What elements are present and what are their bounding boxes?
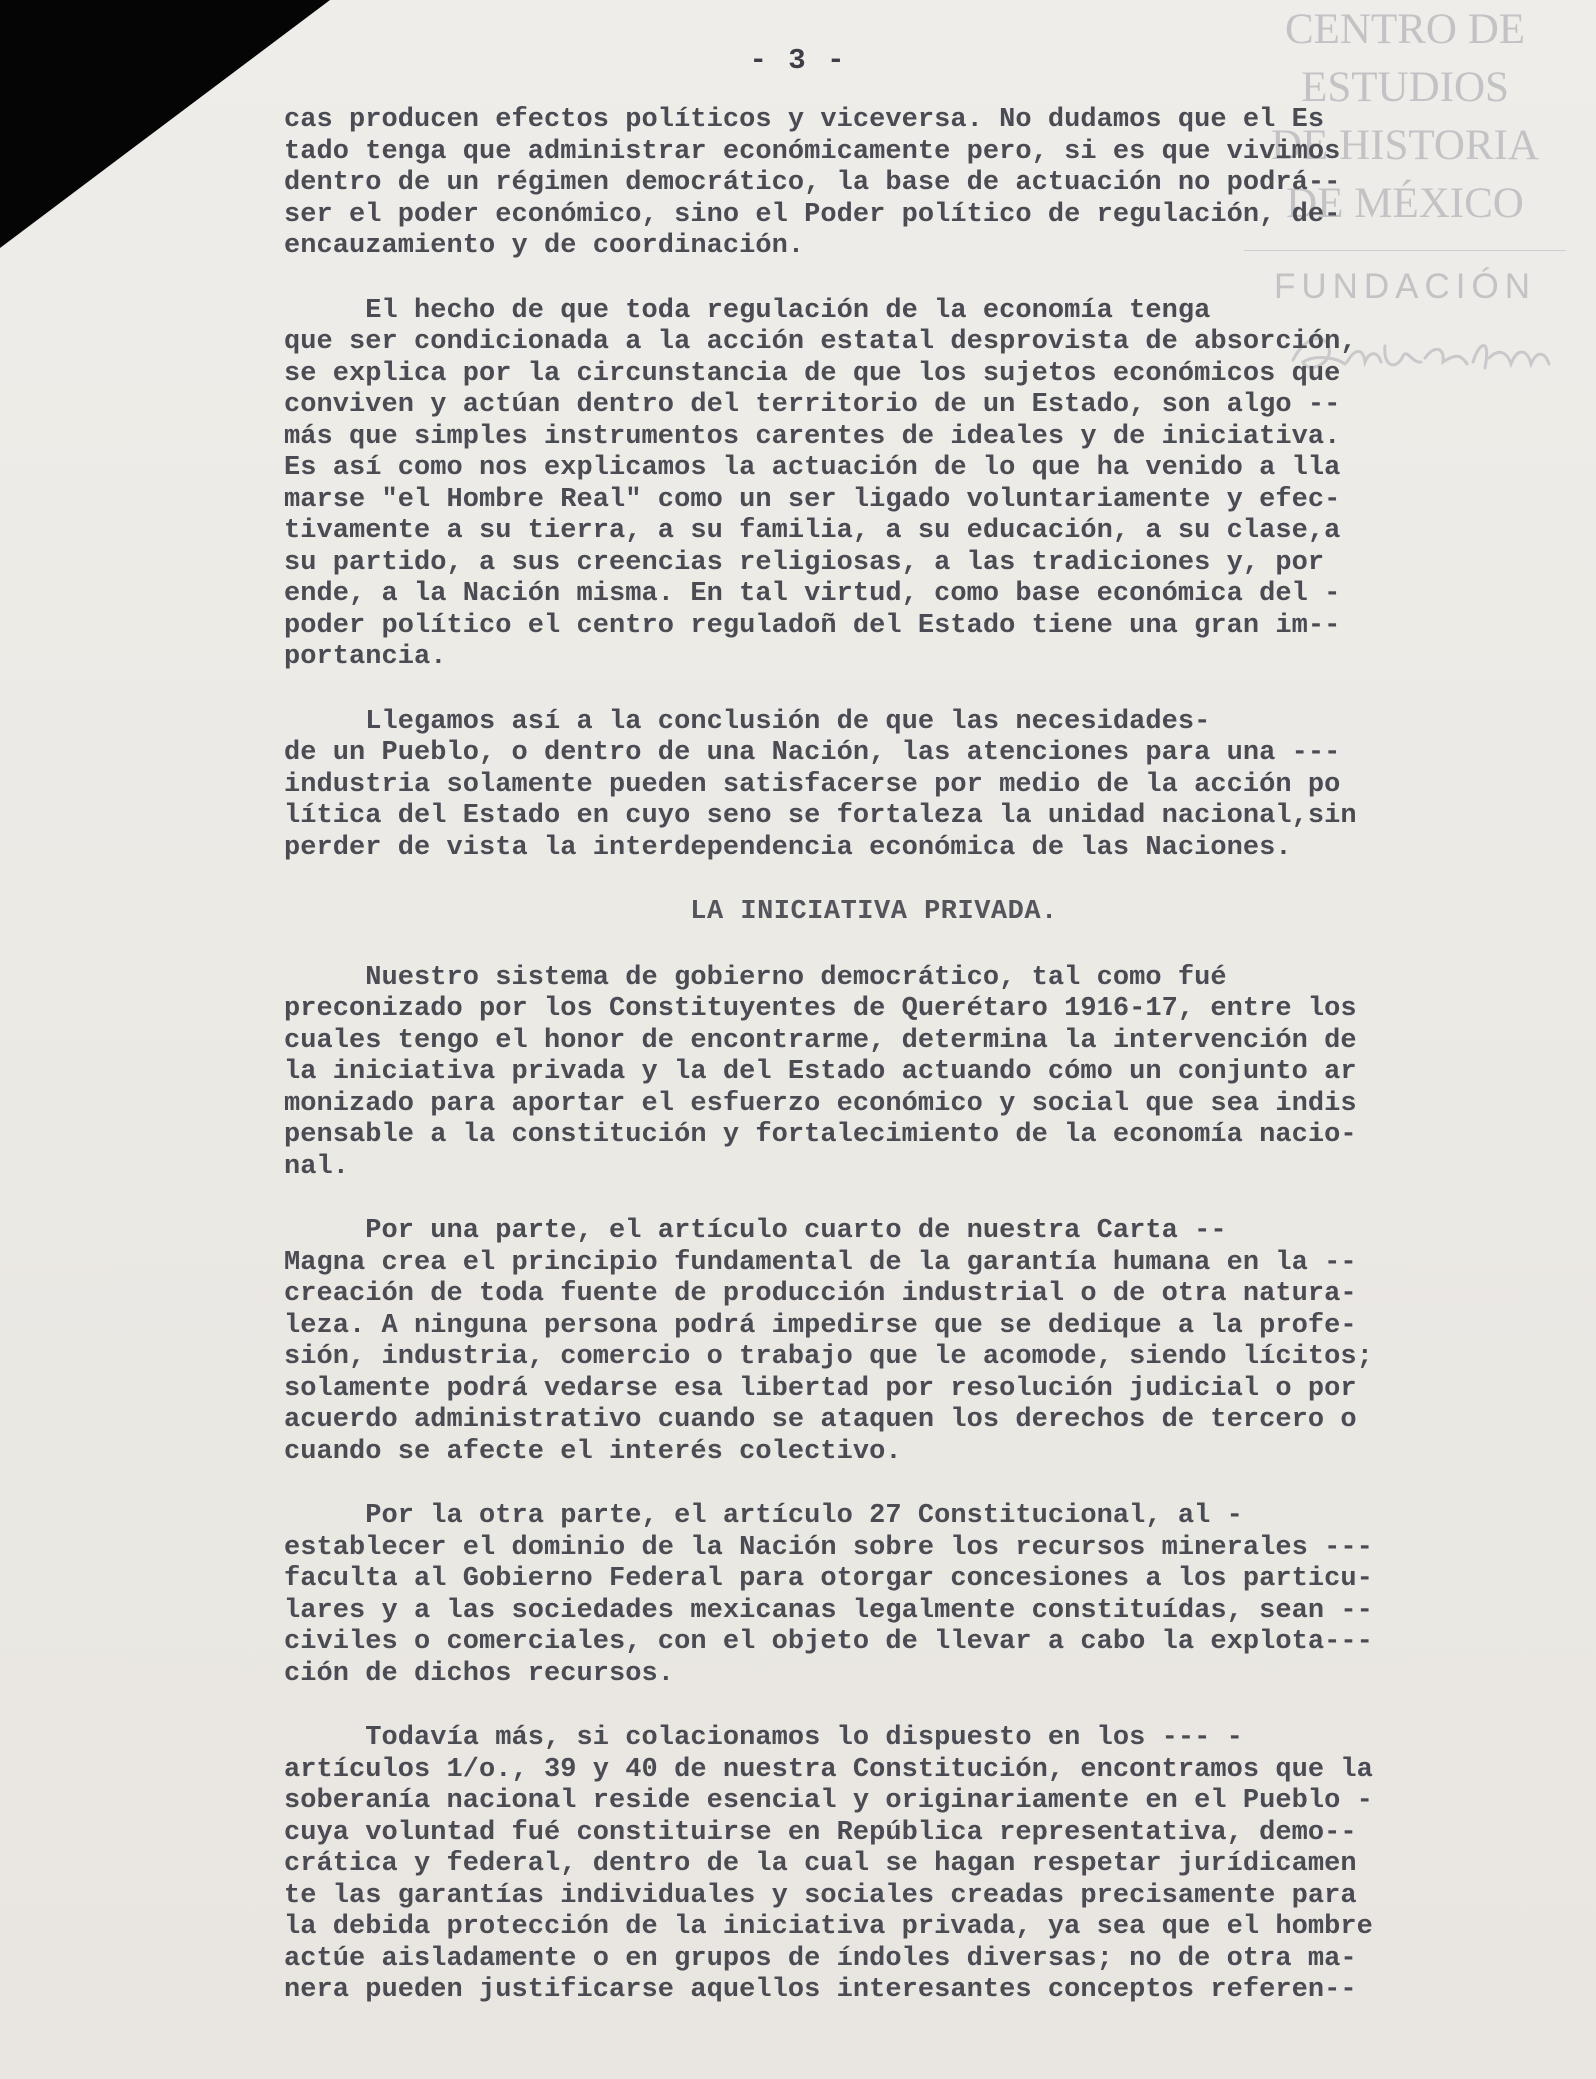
text-line: crática y federal, dentro de la cual se hagan respetar jurídicamen: [284, 1849, 1357, 1879]
text-line: acuerdo administrativo cuando se ataquen los derechos de tercero o: [284, 1405, 1357, 1435]
folded-corner-shadow: [0, 0, 330, 250]
watermark-line-2: ESTUDIOS: [1301, 64, 1509, 111]
text-line: se explica por la circunstancia de que los sujetos económicos que: [284, 358, 1341, 389]
text-line: cuya voluntad fué constituirse en República representativa, demo--: [284, 1817, 1357, 1848]
text-line: encauzamiento y de coordinación.: [284, 231, 805, 261]
text-line: faculta al Gobierno Federal para otorgar concesiones a los particu-: [284, 1564, 1373, 1594]
watermark-line-3: DE HISTORIA: [1271, 122, 1539, 169]
text-line: pensable a la constitución y fortalecimiento de la economía nacio-: [284, 1120, 1357, 1150]
text-line: nera pueden justificarse aquellos interesantes conceptos referen--: [284, 1975, 1357, 2005]
paragraph-6: [284, 1501, 1544, 1690]
text-line: El hecho de que toda regulación de la economía tenga: [284, 295, 1211, 326]
text-line: lares y a las sociedades mexicanas legalmente constituídas, sean --: [284, 1595, 1373, 1626]
text-line: marse "el Hombre Real" como un ser ligado voluntariamente y efec-: [284, 484, 1341, 515]
text-line: perder de vista la interdependencia económica de las Naciones.: [284, 832, 1292, 863]
text-line: artículos 1/o., 39 y 40 de nuestra Constitución, encontramos que la: [284, 1754, 1373, 1785]
text-line: ción de dichos recursos.: [284, 1658, 675, 1689]
paragraph-1: [284, 105, 1544, 263]
text-line: tivamente a su tierra, a su familia, a su educación, a su clase,a: [284, 516, 1341, 546]
text-line: dentro de un régimen democrático, la base de actuación no podrá--: [284, 168, 1341, 198]
text-line: establecer el dominio de la Nación sobre los recursos minerales ---: [284, 1532, 1373, 1563]
text-line: cas producen efectos políticos y viceversa. No dudamos que el Es: [284, 105, 1325, 135]
text-line: su partido, a sus creencias religiosas, a las tradiciones y, por: [284, 547, 1325, 578]
paragraph-5: [284, 1216, 1544, 1468]
text-line: civiles o comerciales, con el objeto de llevar a cabo la explota---: [284, 1627, 1373, 1657]
text-line: monizado para aportar el esfuerzo económico y social que sea indis: [284, 1088, 1357, 1119]
page-number: - 3 -: [749, 44, 847, 77]
text-line: lítica del Estado en cuyo seno se fortaleza la unidad nacional,sin: [284, 801, 1357, 831]
text-line: cuales tengo el honor de encontrarme, determina la intervención de: [284, 1025, 1357, 1056]
watermark-line-4: DE MÉXICO: [1286, 180, 1524, 227]
text-line: te las garantías individuales y sociales creadas precisamente para: [284, 1880, 1357, 1911]
document-body: [284, 105, 1544, 2040]
paragraph-3: [284, 707, 1544, 865]
text-line: la debida protección de la iniciativa privada, ya sea que el hombre: [284, 1912, 1373, 1942]
text-line: de un Pueblo, o dentro de una Nación, las atenciones para una ---: [284, 738, 1341, 768]
text-line: Llegamos así a la conclusión de que las necesidades-: [284, 706, 1211, 737]
text-line: cuando se afecte el interés colectivo.: [284, 1436, 902, 1467]
text-line: tado tenga que administrar económicamente pero, si es que vivimos: [284, 136, 1341, 167]
text-line: conviven y actúan dentro del territorio de un Estado, son algo --: [284, 390, 1341, 420]
text-line: actúe aisladamente o en grupos de índoles diversas; no de otra ma-: [284, 1943, 1357, 1974]
paragraph-2: [284, 296, 1544, 674]
text-line: nal.: [284, 1151, 350, 1182]
text-line: solamente podrá vedarse esa libertad por resolución judicial o por: [284, 1373, 1357, 1404]
text-line: Magna crea el principio fundamental de la garantía humana en la --: [284, 1247, 1357, 1278]
text-line: Nuestro sistema de gobierno democrático, tal como fué: [284, 962, 1227, 993]
text-line: Todavía más, si colacionamos lo dispuesto en los --- -: [284, 1723, 1243, 1753]
text-line: soberanía nacional reside esencial y originariamente en el Pueblo -: [284, 1786, 1373, 1816]
text-line: la iniciativa privada y la del Estado actuando cómo un conjunto ar: [284, 1057, 1357, 1087]
text-line: ser el poder económico, sino el Poder político de regulación, de-: [284, 199, 1341, 230]
section-heading: LA INICIATIVA PRIVADA.: [690, 897, 1058, 927]
text-line: creación de toda fuente de producción industrial o de otra natura-: [284, 1279, 1357, 1309]
text-line: ende, a la Nación misma. En tal virtud, como base económica del -: [284, 579, 1341, 609]
text-line: que ser condicionada a la acción estatal desprovista de absorción,: [284, 327, 1357, 357]
text-line: preconizado por los Constituyentes de Querétaro 1916-17, entre los: [284, 994, 1357, 1024]
watermark-line-1: CENTRO DE: [1284, 6, 1526, 53]
paragraph-7: [284, 1723, 1544, 2007]
text-line: Es así como nos explicamos la actuación de lo que ha venido a lla: [284, 453, 1341, 483]
text-line: Por la otra parte, el artículo 27 Constitucional, al -: [284, 1501, 1243, 1531]
paragraph-4: [284, 963, 1544, 1184]
text-line: leza. A ninguna persona podrá impedirse que se dedique a la profe-: [284, 1310, 1357, 1341]
text-line: Por una parte, el artículo cuarto de nuestra Carta --: [284, 1216, 1227, 1246]
text-line: industria solamente pueden satisfacerse por medio de la acción po: [284, 769, 1341, 800]
watermark-foundation: FUNDACIÓN: [1273, 267, 1537, 306]
text-line: más que simples instrumentos carentes de ideales y de iniciativa.: [284, 421, 1341, 452]
text-line: poder político el centro reguladoñ del Estado tiene una gran im--: [284, 610, 1341, 641]
text-line: portancia.: [284, 642, 447, 672]
text-line: sión, industria, comercio o trabajo que le acomode, siendo lícitos;: [284, 1342, 1373, 1372]
